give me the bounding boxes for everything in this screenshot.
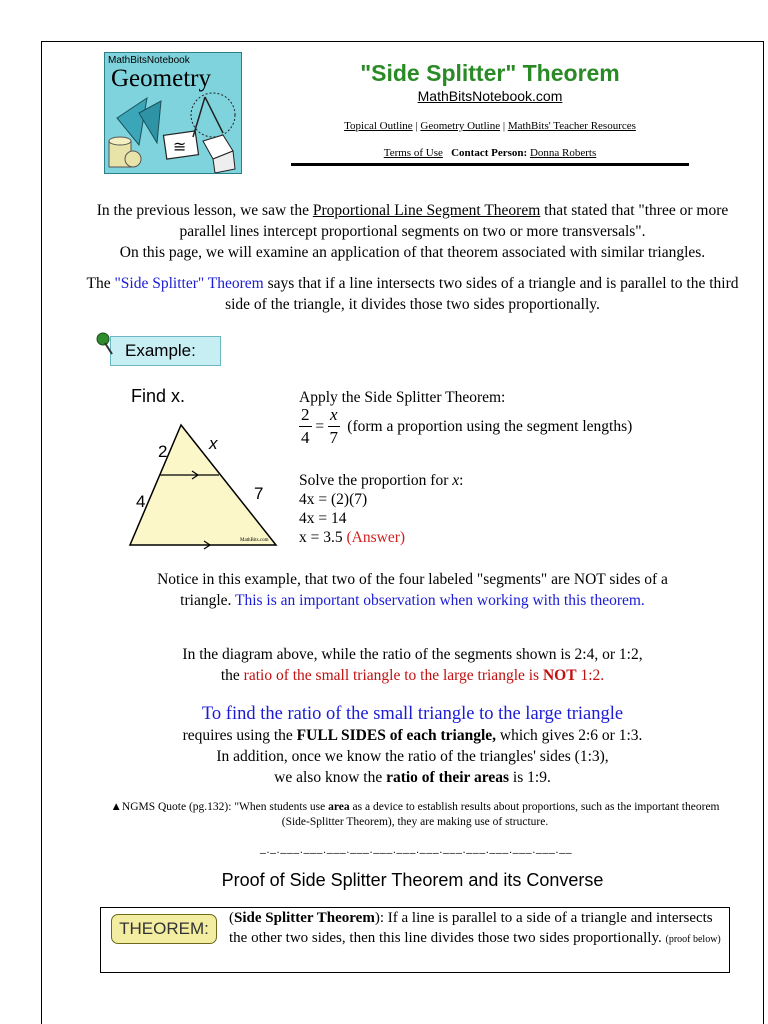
header-divider xyxy=(291,163,689,166)
ratio-areas-bold: ratio of their areas xyxy=(386,769,510,786)
ratio-paragraph xyxy=(85,644,740,686)
nav-separator: | xyxy=(415,120,418,132)
numerator: 2 xyxy=(299,404,312,427)
quote-text: NGMS Quote (pg.132): "When students use xyxy=(121,801,329,813)
proof-heading: Proof of Side Splitter Theorem and its Converse xyxy=(221,870,604,890)
page-title: "Side Splitter" Theorem xyxy=(360,60,620,86)
logo-small-text: MathBitsNotebook xyxy=(108,55,190,66)
ratio-highlight: ratio of the small triangle to the large triangle is xyxy=(243,667,543,684)
terms-of-use-link[interactable]: Terms of Use xyxy=(383,147,443,159)
ngms-quote xyxy=(110,800,720,830)
find-ratio-heading xyxy=(85,704,740,725)
proof-note: (proof below) xyxy=(665,933,721,945)
label-x: x xyxy=(209,434,218,453)
triangle-marker-icon: ▲ xyxy=(110,801,122,813)
svg-text:≅: ≅ xyxy=(173,137,187,156)
theorem-statement: (Side Splitter Theorem): If a line is parallel to a side of a triangle and intersects the other two sides, then this line divides those two sides proportionally. (proof below) xyxy=(229,910,721,946)
solve-var: x xyxy=(452,472,460,489)
proportion-line xyxy=(299,404,632,449)
ratio-not: NOT xyxy=(542,667,577,684)
denominator: 7 xyxy=(329,428,339,447)
solve-colon: : xyxy=(459,472,464,489)
contact-name-link[interactable]: Donna Roberts xyxy=(529,147,597,159)
example-banner xyxy=(110,336,221,366)
label-4: 4 xyxy=(136,492,146,511)
geometry-outline-link[interactable]: Geometry Outline xyxy=(420,120,501,132)
equals-sign: = xyxy=(315,418,325,435)
numerator: x xyxy=(328,404,340,427)
find-ratio-heading-text: To find the ratio of the small triangle to the large triangle xyxy=(201,704,624,724)
step-3: x = 3.5 xyxy=(299,529,347,546)
ratio-line-1: In the diagram above, while the ratio of the segments shown is 2:4, or 1:2, xyxy=(182,646,643,663)
definition-text: The xyxy=(86,275,115,292)
theorem-name: Side Splitter Theorem xyxy=(234,910,375,926)
geometry-logo[interactable] xyxy=(104,52,242,174)
find-ratio-text: requires using the xyxy=(182,727,297,744)
intro-text: In the previous lesson, we saw the xyxy=(96,202,313,219)
step-1: 4x = (2)(7) xyxy=(299,491,368,508)
answer-label: (Answer) xyxy=(346,529,406,546)
label-2: 2 xyxy=(158,442,168,461)
ratio-value: 1:2. xyxy=(576,667,605,684)
proportional-theorem-link[interactable]: Proportional Line Segment Theorem xyxy=(312,202,541,219)
topical-outline-link[interactable]: Topical Outline xyxy=(344,120,413,132)
diagram-credit: MathBits.com xyxy=(240,538,269,543)
find-ratio-body xyxy=(85,725,740,788)
solve-text: Solve the proportion for xyxy=(299,472,453,489)
example-label: Example: xyxy=(125,341,196,360)
intro-text: that stated that "three or more parallel lines intercept proportional segments on two or more transversals". xyxy=(179,202,729,240)
side-splitter-term: "Side Splitter" Theorem xyxy=(114,275,264,292)
find-ratio-text: In addition, once we know the ratio of the triangles' sides (1:3), xyxy=(216,748,609,765)
ratio-line-2: the xyxy=(220,667,244,684)
site-link[interactable]: MathBitsNotebook.com xyxy=(417,88,563,104)
label-7: 7 xyxy=(254,484,264,503)
fraction-x-7 xyxy=(328,404,340,449)
apply-theorem-text: Apply the Side Splitter Theorem: xyxy=(299,389,506,406)
find-ratio-text: which gives 2:6 or 1:3. xyxy=(496,727,643,744)
definition-paragraph xyxy=(85,273,740,315)
form-note: (form a proportion using the segment lengths) xyxy=(347,418,633,435)
full-sides-bold: FULL SIDES of each triangle, xyxy=(296,727,497,744)
theorem-badge: THEOREM: xyxy=(111,914,217,944)
notice-highlight: This is an important observation when working with this theorem. xyxy=(234,592,645,609)
intro-paragraph xyxy=(85,200,740,263)
find-ratio-text: we also know the xyxy=(274,769,387,786)
find-x-label: Find x. xyxy=(131,386,186,406)
quote-bold: area xyxy=(328,801,350,813)
triangle-diagram xyxy=(126,415,286,551)
fraction-2-4 xyxy=(299,404,312,449)
logo-big-text: Geometry xyxy=(111,65,211,92)
nav-separator: | xyxy=(502,120,506,132)
step-2: 4x = 14 xyxy=(299,510,347,527)
denominator: 4 xyxy=(301,428,310,447)
teacher-resources-link[interactable]: MathBits' Teacher Resources xyxy=(507,120,636,132)
contact-label: Contact Person: xyxy=(451,147,528,159)
find-ratio-text: is 1:9. xyxy=(509,769,551,786)
definition-text: says that if a line intersects two sides of a triangle and is parallel to the third side of the triangle, it divides those two sides proportionally. xyxy=(225,275,739,313)
quote-text: as a device to establish results about proportions, such as the important theorem (Side-Splitter Theorem), they are making use of structure. xyxy=(281,801,720,828)
pushpin-icon xyxy=(94,332,116,358)
notice-text: Notice in this example, that two of the four labeled "segments" are NOT sides of a triangle. xyxy=(157,571,668,609)
solve-steps xyxy=(299,471,463,547)
section-divider: ‒‧‒‧‒‒‒‧‒‒‒‧‒‒‒‧‒‒‒‧‒‒‒‧‒‒‒‧‒‒‒‧‒‒‒‧‒‒‒‧‒‒‒‧‒‒‒‧‒‒‒‧‒‒ xyxy=(259,848,573,859)
contact-line xyxy=(290,147,690,159)
intro-text: On this page, we will examine an application of that theorem associated with similar triangles. xyxy=(119,244,706,261)
nav-links xyxy=(290,120,690,132)
theorem-text: : If a line is parallel to a side of a triangle and intersects the other two sides, then this line divides those two sides proportionally. xyxy=(229,910,713,946)
notice-paragraph xyxy=(130,569,695,611)
